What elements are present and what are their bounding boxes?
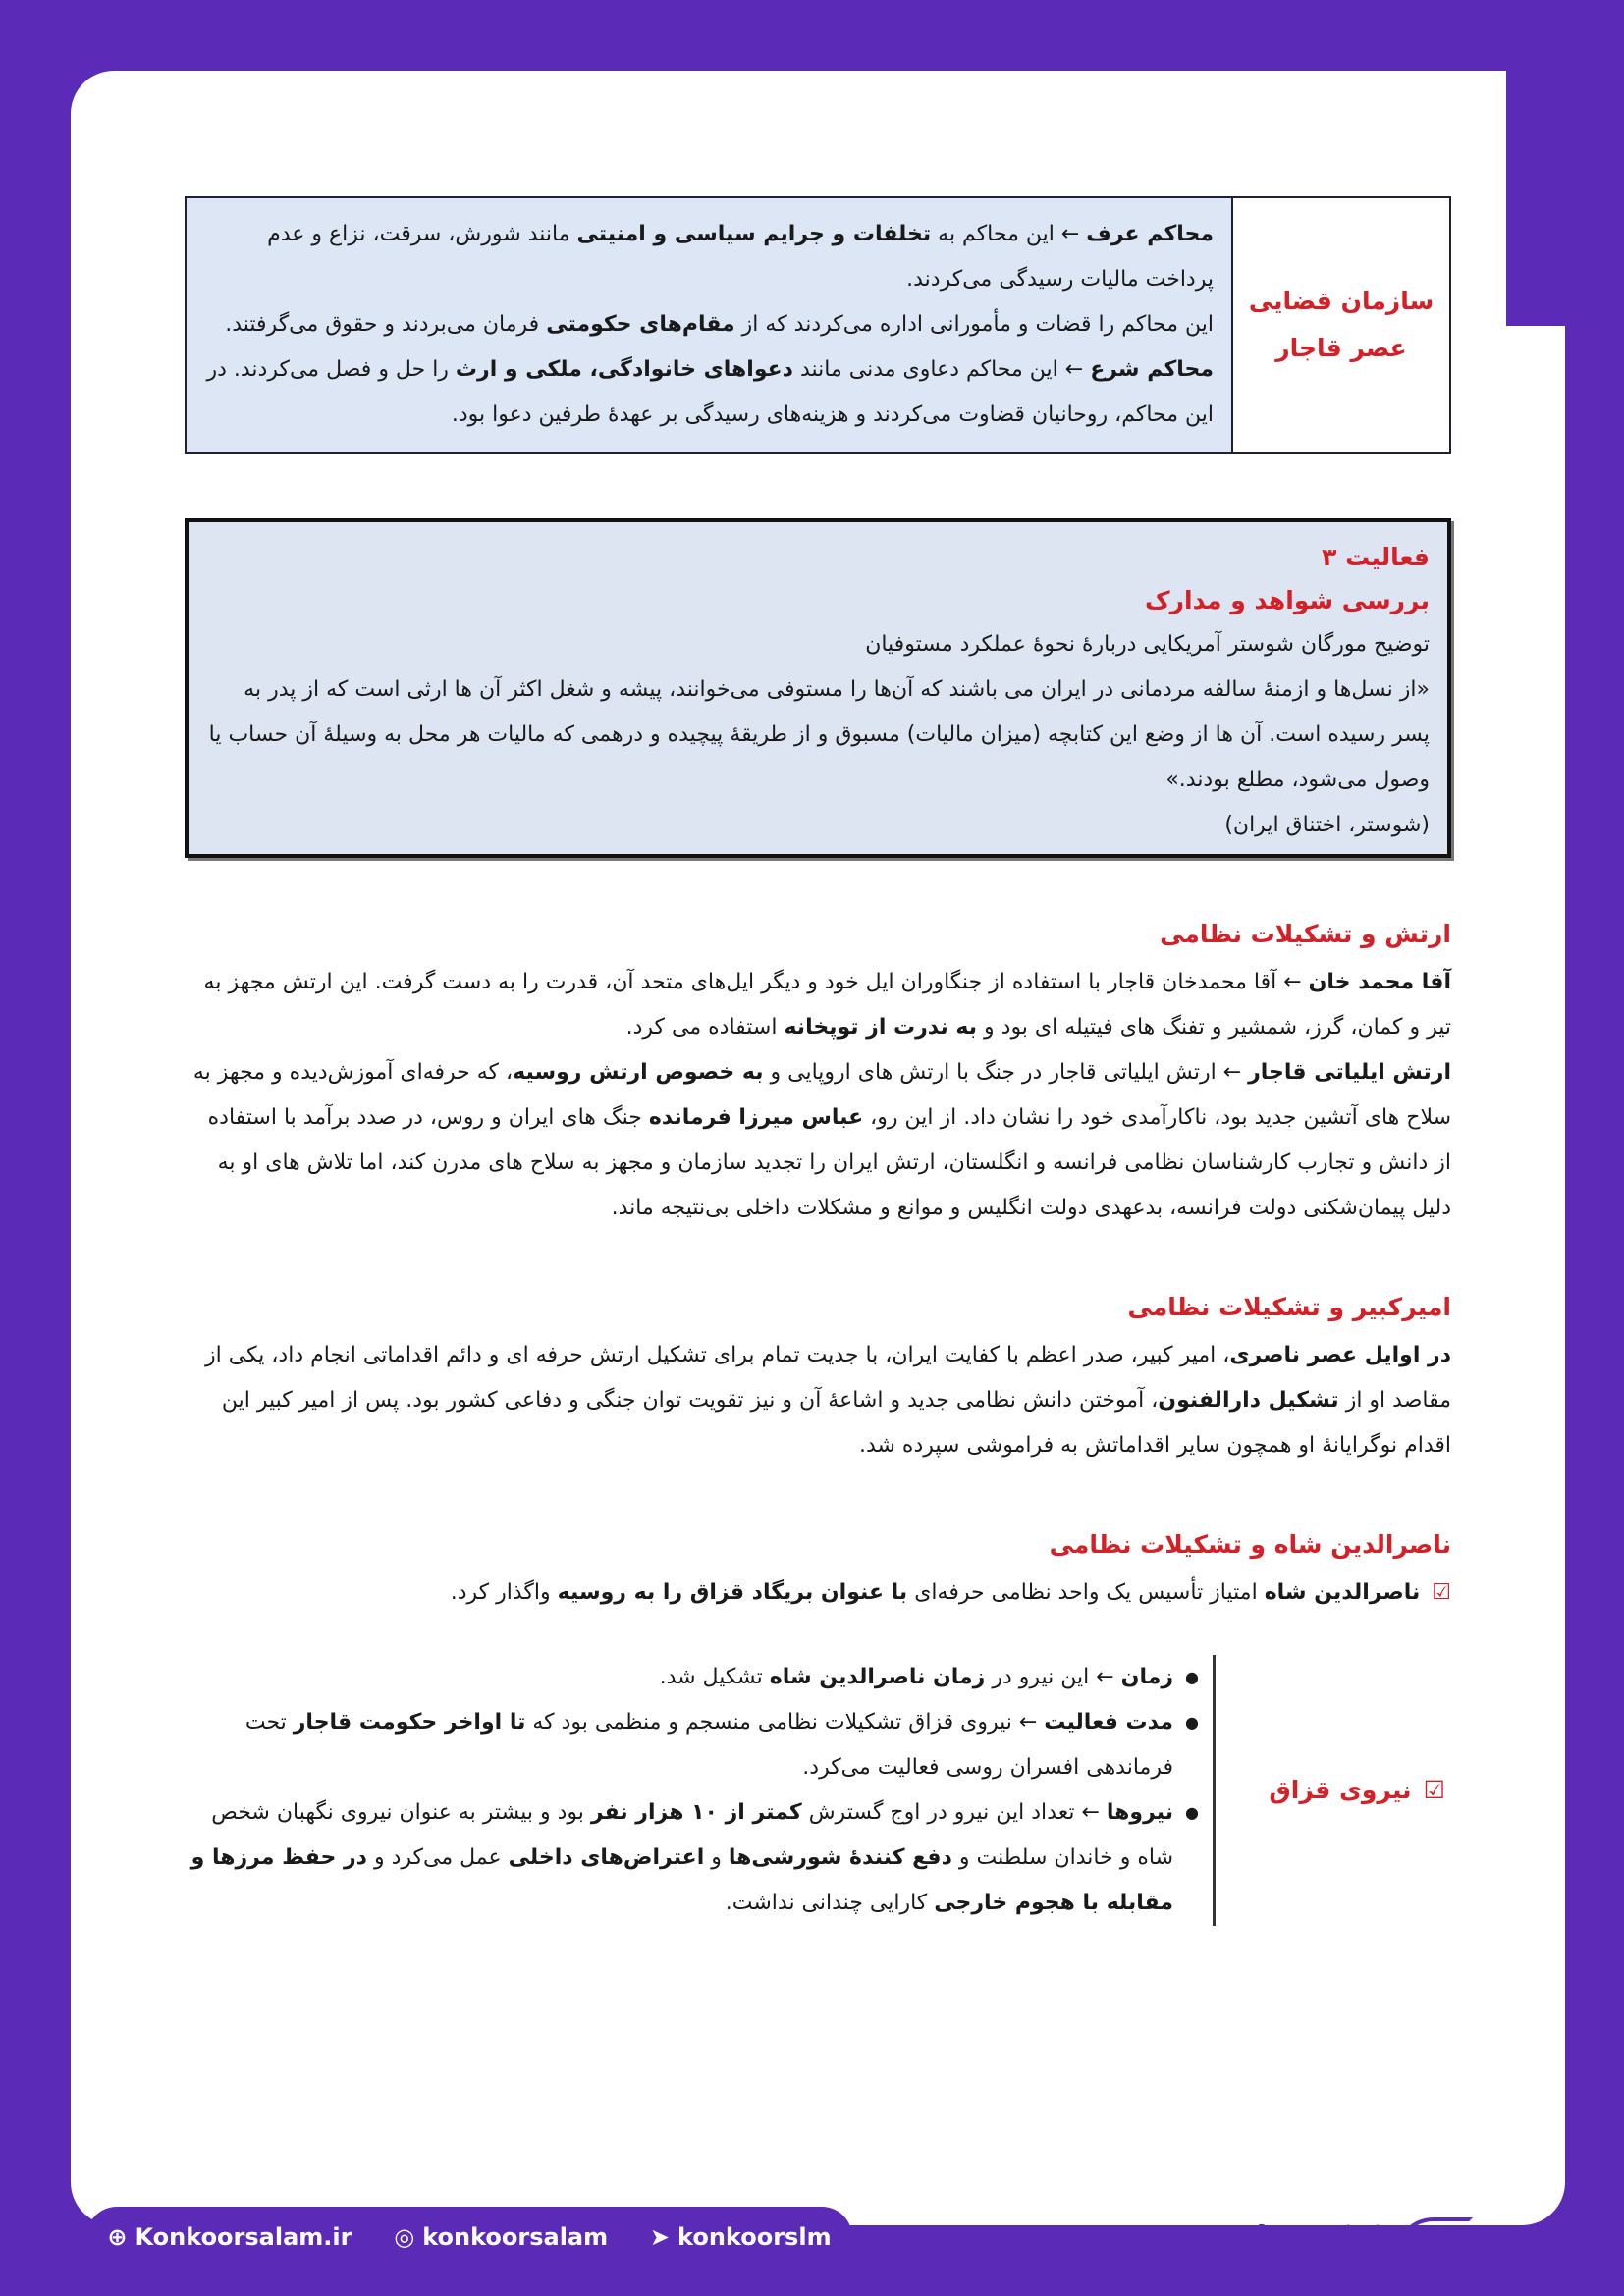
naser-bold2: با عنوان بریگاد قزاق را به روسیه <box>557 1580 908 1605</box>
army-p2-text2: ، که حرفه‌ای آموزش‌دیده و مجهز به سلاح های آتشین جدید بود، ناکارآمدی خود را نشان داد. از این رو، <box>192 1060 1451 1130</box>
activity-intro: توضیح مورگان شوستر آمریکایی دربارهٔ نحوهٔ عملکرد مستوفیان <box>865 632 1430 657</box>
naser-bold1: ناصرالدین شاه <box>1264 1580 1421 1605</box>
cossack-i3-bold4: اعتراض‌های داخلی <box>508 1845 705 1870</box>
cossack-i3-text2: بود و بیشتر به عنوان نیروی نگهبان شخص شاه و خاندان سلطنت و <box>211 1800 1173 1870</box>
urf-text4: فرمان می‌بردند و حقوق می‌گرفتند. <box>225 312 547 337</box>
court-side-line2: عصر قاجار <box>1275 334 1407 362</box>
activity-title: فعالیت ۳ <box>1322 543 1430 571</box>
telegram-link[interactable] <box>650 2223 832 2251</box>
army-section <box>185 909 1451 1231</box>
cossack-label <box>1255 1768 1451 1813</box>
checkbox-icon: ☑ <box>1432 1580 1451 1605</box>
urf-paragraph-2 <box>204 302 1214 347</box>
army-p2-bold3: عباس میرزا فرمانده <box>648 1105 864 1130</box>
footer-links <box>86 2207 852 2268</box>
cossack-i3-text4: عمل می‌کرد و <box>366 1845 509 1870</box>
brand-subtitle: مدرسه علاقه‌مندان فرهنگیان <box>1021 2227 1209 2247</box>
arrow-icon: ← <box>1089 1665 1121 1689</box>
list-item <box>185 1700 1199 1790</box>
urf-text2: مانند شورش، سرقت، نزاع و عدم پرداخت مالیات رسیدگی می‌کردند. <box>267 222 1214 292</box>
activity-quote: «از نسل‌ها و ازمنهٔ سالفه مردمانی در ایران می باشند که آن‌ها را مستوفی می‌خوانند، پیشه و شغل اکثر آن ها ارثی است که از پدر به پسر رسیده است. آن ها از وضع این کتابچه (میزان مالیات) مسبوق و از طریقهٔ پیچیده و درهمی که مالیات هر محل به وسیلهٔ آن حساب یا وصول می‌شود، مطلع بودند.» <box>208 677 1430 792</box>
urf-title: محاکم عرف <box>1086 222 1214 246</box>
army-paragraph-1 <box>185 960 1451 1050</box>
amirkabir-section <box>185 1282 1451 1468</box>
arrow-icon: ← <box>1011 1710 1045 1735</box>
urf-text1: این محاکم به <box>931 222 1061 246</box>
cossack-i3-bold: نیروها <box>1106 1800 1173 1825</box>
activity-subtitle: بررسی شواهد و مدارک <box>1145 586 1430 614</box>
cossack-i3-bold2: کمتر از ۱۰ هزار نفر <box>590 1800 802 1825</box>
cossack-i1-bold: زمان <box>1120 1665 1173 1689</box>
brand-name: کنکورسلام <box>1223 2219 1379 2255</box>
shar-bold1: دعواهای خانوادگی، ملکی و ارث <box>455 357 793 382</box>
logo-swirl-icon <box>1394 2217 1473 2257</box>
army-p2-bold2: به خصوص ارتش روسیه <box>513 1060 764 1085</box>
cossack-block <box>185 1655 1451 1926</box>
court-table <box>185 196 1451 454</box>
telegram-text: konkoorslm <box>677 2223 832 2251</box>
decor-band <box>1506 71 1565 326</box>
list-item <box>185 1790 1199 1926</box>
army-p1-text1: آقا محمدخان قاجار با استفاده از جنگاوران ایل خود و دیگر ایل‌های متحد آن، قدرت را به دست گرفت. این ارتش مجهز به تیر و کمان، گرز، شمشیر و تفنگ های فیتیله ای بود و <box>203 970 1451 1040</box>
cossack-label-text: نیروی قزاق <box>1269 1776 1412 1804</box>
naser-heading: ناصرالدین شاه و تشکیلات نظامی <box>1049 1530 1451 1559</box>
cossack-i2-text: نیروی قزاق تشکیلات نظامی منسجم و منظمی بود که <box>525 1710 1012 1735</box>
arrow-icon: ← <box>1060 222 1080 246</box>
urf-paragraph <box>204 212 1214 302</box>
arrow-icon: ← <box>1276 970 1309 994</box>
cossack-i3-bold3: دفع کنندهٔ شورشی‌ها <box>728 1845 952 1870</box>
court-side-label <box>1231 198 1449 452</box>
brand-logo <box>1021 2207 1551 2268</box>
army-p1-text2: استفاده می کرد. <box>625 1015 785 1040</box>
cossack-i2-bold: مدت فعالیت <box>1044 1710 1173 1735</box>
naser-text2: واگذار کرد. <box>450 1580 558 1605</box>
activity-box <box>185 518 1451 858</box>
cossack-list <box>185 1655 1216 1926</box>
instagram-text: konkoorsalam <box>422 2223 609 2251</box>
court-body <box>187 198 1231 452</box>
court-side-line1: سازمان قضایی <box>1248 287 1435 315</box>
army-p1-bold2: به ندرت از توپخانه <box>784 1015 978 1040</box>
naser-section <box>185 1520 1451 1616</box>
instagram-icon: ◎ <box>394 2223 415 2251</box>
shar-title: محاکم شرع <box>1090 357 1214 382</box>
amirkabir-bold2: تشکیل دارالفنون <box>1158 1388 1339 1413</box>
shar-paragraph <box>204 347 1214 438</box>
list-item <box>185 1655 1199 1700</box>
amirkabir-bold1: در اوایل عصر ناصری <box>1229 1343 1451 1367</box>
army-p2-text3: جنگ های ایران و روس، در صدد برآمد با استفاده از دانش و تجارب کارشناسان نظامی فرانسه و انگلستان، ارتش ایران را تجدید سازمان و مجهز به سلاح های مدرن کند، اما تلاش های او به دلیل پیمان‌شکنی دولت فرانسه، بدعهدی دولت انگلیس و موانع و مشکلات داخلی بی‌نتیجه ماند. <box>207 1105 1451 1220</box>
naser-check-text <box>451 1571 1421 1616</box>
telegram-icon: ➤ <box>649 2223 671 2251</box>
instagram-link[interactable] <box>394 2223 608 2251</box>
checkbox-icon: ☑ <box>1423 1776 1445 1804</box>
cossack-i3-text5: کارایی چندانی نداشت. <box>725 1891 935 1915</box>
army-p2-text1: ارتش ایلیاتی قاجار در جنگ با ارتش های اروپایی و <box>763 1060 1217 1085</box>
cossack-i2-text2: تحت فرماندهی افسران روسی فعالیت می‌کرد. <box>244 1710 1173 1780</box>
cossack-i3-text3: و <box>704 1845 729 1870</box>
urf-bold2: مقام‌های حکومتی <box>546 312 735 337</box>
cossack-i3-text: تعداد این نیرو در اوج گسترش <box>801 1800 1075 1825</box>
cossack-i2-bold2: تا اواخر حکومت قاجار <box>293 1710 526 1735</box>
amirkabir-heading: امیرکبیر و تشکیلات نظامی <box>1127 1293 1451 1321</box>
cossack-i1-text2: تشکیل شد. <box>659 1665 770 1689</box>
cossack-i1-bold2: زمان ناصرالدین شاه <box>769 1665 986 1689</box>
army-heading: ارتش و تشکیلات نظامی <box>1160 920 1451 948</box>
army-p1-bold: آقا محمد خان <box>1308 970 1451 994</box>
urf-text3: این محاکم را قضات و مأمورانی اداره می‌کردند که از <box>734 312 1214 337</box>
naser-text1: امتیاز تأسیس یک واحد نظامی حرفه‌ای <box>907 1580 1265 1605</box>
globe-icon: ⊕ <box>107 2223 128 2251</box>
activity-source: (شوستر، اختناق ایران) <box>1224 813 1430 837</box>
website-link[interactable] <box>107 2223 352 2251</box>
arrow-icon: ← <box>1216 1060 1249 1085</box>
arrow-icon: ← <box>1074 1800 1107 1825</box>
amirkabir-text2: ، آموختن دانش نظامی جدید و اشاعهٔ آن و نیز تقویت توان جنگی و دفاعی کشور بود. پس از امیر کبیر این اقدام نوگرایانهٔ او همچون سایر اقداماتش به فراموشی سپرده شد. <box>221 1388 1451 1458</box>
army-paragraph-2 <box>185 1050 1451 1231</box>
arrow-icon: ← <box>1064 357 1084 382</box>
amirkabir-text1: ، امیر کبیر، صدر اعظم با کفایت ایران، با جدیت تمام برای تشکیل ارتش حرفه ای و دائم اقداماتی انجام داد، یکی از مقاصد او از <box>205 1343 1451 1413</box>
cossack-i3-bold5: در حفظ مرزها و مقابله با هجوم خارجی <box>190 1845 1173 1915</box>
website-text: Konkoorsalam.ir <box>135 2223 352 2251</box>
naser-check-line <box>185 1571 1451 1616</box>
cossack-i1-text: این نیرو در <box>985 1665 1090 1689</box>
army-p2-bold: ارتش ایلیاتی قاجار <box>1248 1060 1451 1085</box>
amirkabir-paragraph <box>185 1333 1451 1468</box>
shar-text2: را حل و فصل می‌کردند. در این محاکم، روحانیان قضاوت می‌کردند و هزینه‌های رسیدگی بر عهدهٔ طرفین دعوا بود. <box>206 357 1214 427</box>
urf-bold1: تخلفات و جرایم سیاسی و امنیتی <box>576 222 932 246</box>
page-content <box>185 196 1451 1926</box>
shar-text1: این محاکم دعاوی مدنی مانند <box>792 357 1065 382</box>
